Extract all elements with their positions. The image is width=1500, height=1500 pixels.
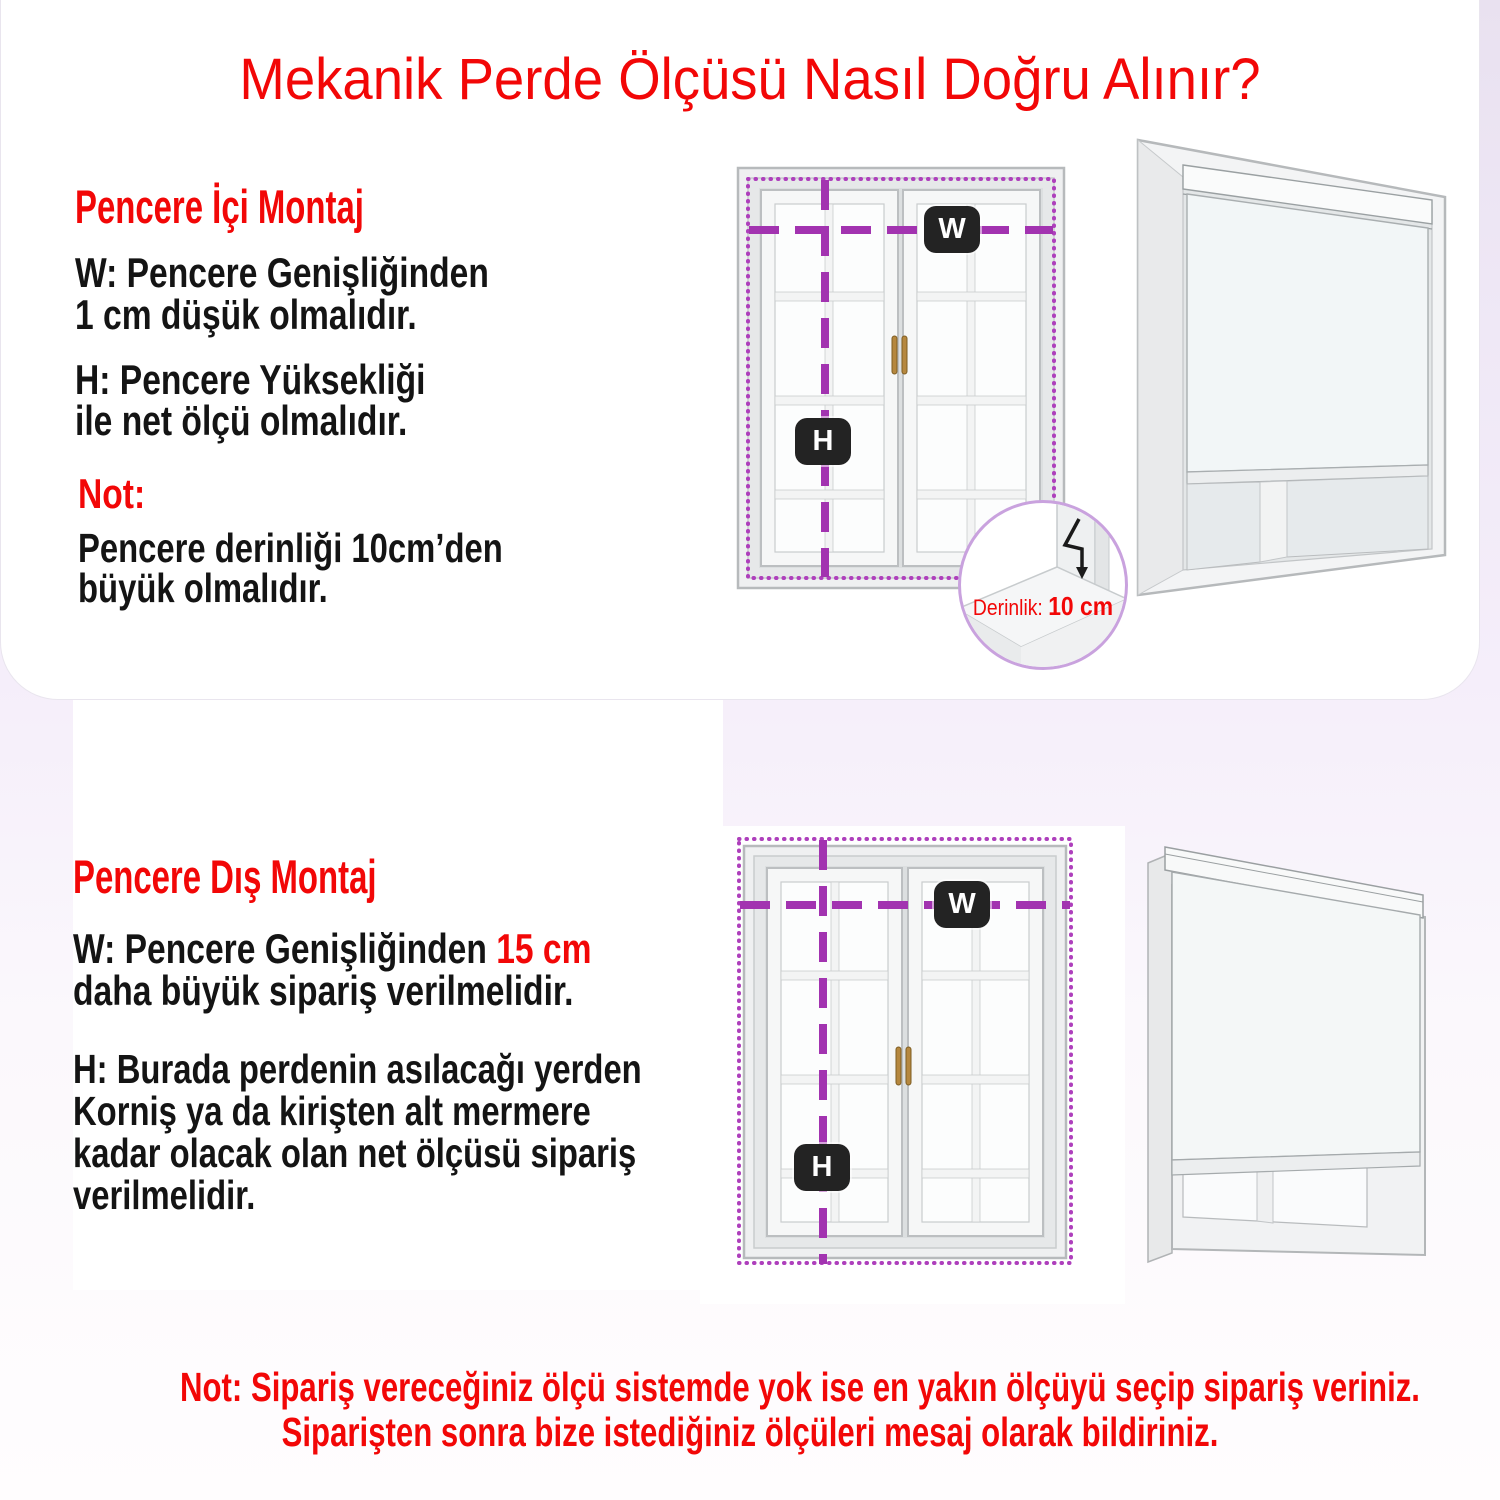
- window-corner-detail: [961, 503, 1125, 667]
- inside-note-line2: büyük olmalıdır.: [78, 565, 328, 611]
- outside-height-badge: H: [794, 1144, 850, 1191]
- inside-width-rule-line2: 1 cm düşük olmalıdır.: [75, 291, 417, 338]
- window-handle-right: [902, 336, 907, 374]
- window-handle-left: [896, 1047, 901, 1085]
- window-mullion: [1260, 481, 1287, 562]
- inside-mount-blind-illustration: [1130, 128, 1450, 598]
- page-title: Mekanik Perde Ölçüsü Nasıl Doğru Alınır?: [239, 47, 1261, 112]
- footer-note-line2: Siparişten sonra bize istediğiniz ölçüleri mesaj olarak bildiriniz.: [281, 1409, 1219, 1455]
- outside-width-highlight: 15 cm: [496, 925, 592, 972]
- outside-width-rule-prefix: W: Pencere Genişliğinden: [73, 925, 497, 972]
- inside-height-badge: H: [795, 418, 851, 465]
- outside-height-rule-line4: verilmelidir.: [73, 1172, 256, 1218]
- inside-height-rule-line1: H: Pencere Yüksekliği: [75, 356, 426, 403]
- depth-measurement-label: Derinlik: 10 cm: [972, 591, 1114, 621]
- window-handle-right: [906, 1047, 911, 1085]
- outside-width-badge: W: [934, 881, 990, 928]
- outside-width-rule-line2: daha büyük sipariş verilmelidir.: [73, 967, 574, 1014]
- outside-height-rule-line1: H: Burada perdenin asılacağı yerden: [73, 1046, 642, 1092]
- inside-note-label: Not:: [78, 470, 146, 517]
- blind-sheet: [1172, 872, 1420, 1160]
- inside-width-badge: W: [924, 206, 980, 253]
- outside-mount-window-illustration: [735, 835, 1075, 1270]
- footer-note-line1: Not: Sipariş vereceğiniz ölçü sistemde yok ise en yakın ölçüyü seçip sipariş veriniz.: [180, 1364, 1420, 1410]
- outside-mount-heading: Pencere Dış Montaj: [73, 850, 377, 903]
- inside-height-rule-line2: ile net ölçü olmalıdır.: [75, 397, 408, 444]
- inside-note-line1: Pencere derinliği 10cm’den: [78, 525, 503, 571]
- inside-width-rule-line1: W: Pencere Genişliğinden: [75, 249, 489, 296]
- outside-mount-blind-illustration: [1140, 845, 1435, 1265]
- outside-height-rule-line2: Korniş ya da kirişten alt mermere: [73, 1088, 591, 1134]
- outside-width-rule-line1: [73, 925, 592, 972]
- inside-mount-heading: Pencere İçi Montaj: [75, 180, 364, 233]
- window-handle-left: [892, 336, 897, 374]
- depth-magnifier: [958, 500, 1128, 670]
- outside-height-rule-line3: kadar olacak olan net ölçüsü sipariş: [73, 1130, 637, 1176]
- blind-sheet: [1187, 194, 1428, 472]
